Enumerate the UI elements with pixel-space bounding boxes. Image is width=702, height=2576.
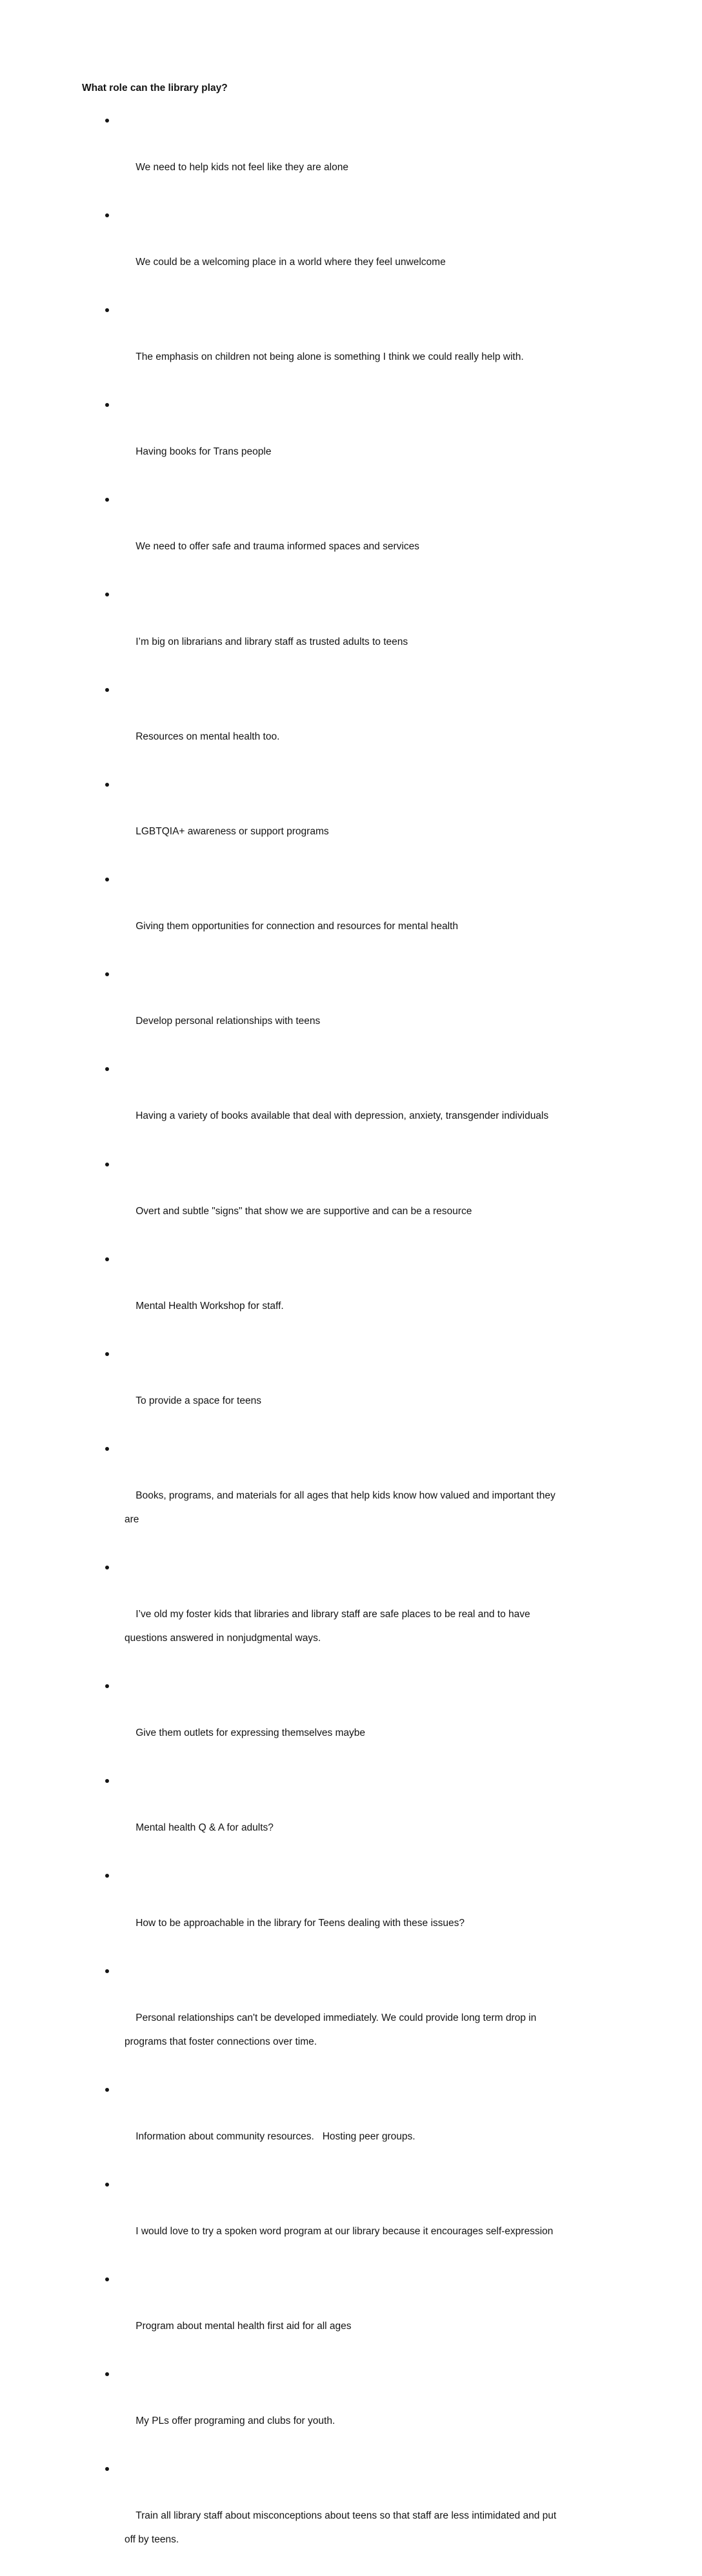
list-item	[82, 1556, 621, 1675]
list-item-text: My PLs offer programing and clubs for youth.	[135, 2415, 336, 2427]
bullet-icon	[105, 2277, 109, 2281]
bullet-icon	[105, 1067, 109, 1071]
bullet-icon	[105, 213, 109, 217]
bullet-icon	[105, 403, 109, 407]
list-item	[82, 488, 621, 583]
bullet-icon	[105, 1257, 109, 1261]
list-item-text: Resources on mental health too.	[135, 731, 280, 742]
bullet-icon	[105, 2372, 109, 2376]
list-item	[82, 963, 621, 1057]
bullet-icon	[105, 119, 109, 123]
list-item	[82, 583, 621, 678]
bullet-icon	[105, 593, 109, 596]
list-item-text: I would love to try a spoken word program at our library because it encourages self-expression	[135, 2225, 554, 2237]
list-item-text: Information about community resources. Hosting peer groups.	[135, 2130, 416, 2142]
list-item-text: Having books for Trans people	[135, 446, 272, 458]
list-item	[82, 1057, 621, 1152]
list-item	[82, 2457, 621, 2576]
list-item-text: The emphasis on children not being alone is something I think we could really help with.	[135, 351, 524, 362]
list-item-text: Mental health Q & A for adults?	[135, 1822, 274, 1834]
list-item	[82, 1342, 621, 1437]
bullet-icon	[105, 1684, 109, 1688]
list-item-text: Develop personal relationships with teens	[135, 1016, 321, 1027]
bullet-icon	[105, 972, 109, 976]
bullet-icon	[105, 1566, 109, 1569]
bullet-icon	[105, 2467, 109, 2471]
list-item	[82, 2363, 621, 2457]
list-item-text: We need to offer safe and trauma informed spaces and services	[135, 541, 419, 553]
list-item-text: I’m big on librarians and library staff as trusted adults to teens	[135, 636, 408, 647]
list-item-text: Mental Health Workshop for staff.	[135, 1300, 284, 1312]
list-item-text: I’ve old my foster kids that libraries and library staff are safe places to be real and to have questions answered in nonjudgmental ways.	[125, 1609, 530, 1644]
bullet-icon	[105, 2183, 109, 2187]
list-item-text: Personal relationships can't be developed immediately. We could provide long term drop in programs that foster connections over time.	[125, 2012, 537, 2047]
list-item	[82, 1152, 621, 1247]
list-item	[82, 2268, 621, 2363]
bullet-icon	[105, 878, 109, 881]
bullet-icon	[105, 2088, 109, 2092]
document-heading: What role can the library play?	[82, 83, 228, 93]
list-item-text: Overt and subtle "signs" that show we are supportive and can be a resource	[135, 1205, 472, 1217]
list-item	[82, 1959, 621, 2078]
list-item-text: We could be a welcoming place in a world where they feel unwelcome	[135, 256, 446, 268]
bullet-icon	[105, 1874, 109, 1878]
list-item-text: Giving them opportunities for connection and resources for mental health	[135, 921, 458, 932]
document-content	[82, 81, 621, 2576]
list-item	[82, 108, 621, 203]
list-item	[82, 203, 621, 298]
bullet-icon	[105, 1163, 109, 1166]
list-item	[82, 678, 621, 772]
list-item	[82, 2078, 621, 2172]
list-item-text: Having a variety of books available that deal with depression, anxiety, transgender individuals	[135, 1110, 549, 1122]
bullet-icon	[105, 688, 109, 692]
list-item	[82, 1769, 621, 1864]
list-item-text: Give them outlets for expressing themselves maybe	[135, 1727, 366, 1739]
list-item	[82, 1675, 621, 1769]
bullet-icon	[105, 1447, 109, 1451]
bullet-icon	[105, 1352, 109, 1356]
list-item-text: Books, programs, and materials for all ages that help kids know how valued and important they are	[125, 1490, 556, 1526]
list-item	[82, 1864, 621, 1959]
bullet-list	[82, 108, 621, 2576]
bullet-icon	[105, 783, 109, 787]
list-item	[82, 868, 621, 963]
list-item-text: LGBTQIA+ awareness or support programs	[135, 825, 329, 837]
list-item	[82, 772, 621, 867]
list-item	[82, 2172, 621, 2267]
list-item-text: We need to help kids not feel like they are alone	[135, 161, 348, 173]
bullet-icon	[105, 498, 109, 502]
list-item	[82, 1247, 621, 1342]
list-item	[82, 1437, 621, 1556]
list-item-text: How to be approachable in the library for Teens dealing with these issues?	[135, 1917, 465, 1929]
bullet-icon	[105, 308, 109, 312]
list-item	[82, 298, 621, 393]
bullet-icon	[105, 1779, 109, 1783]
list-item-text: Program about mental health first aid for all ages	[135, 2321, 352, 2332]
list-item-text: To provide a space for teens	[135, 1395, 261, 1407]
list-item-text: Train all library staff about misconceptions about teens so that staff are less intimidated and put off by teens.	[125, 2510, 557, 2546]
bullet-icon	[105, 1969, 109, 1973]
list-item	[82, 393, 621, 488]
